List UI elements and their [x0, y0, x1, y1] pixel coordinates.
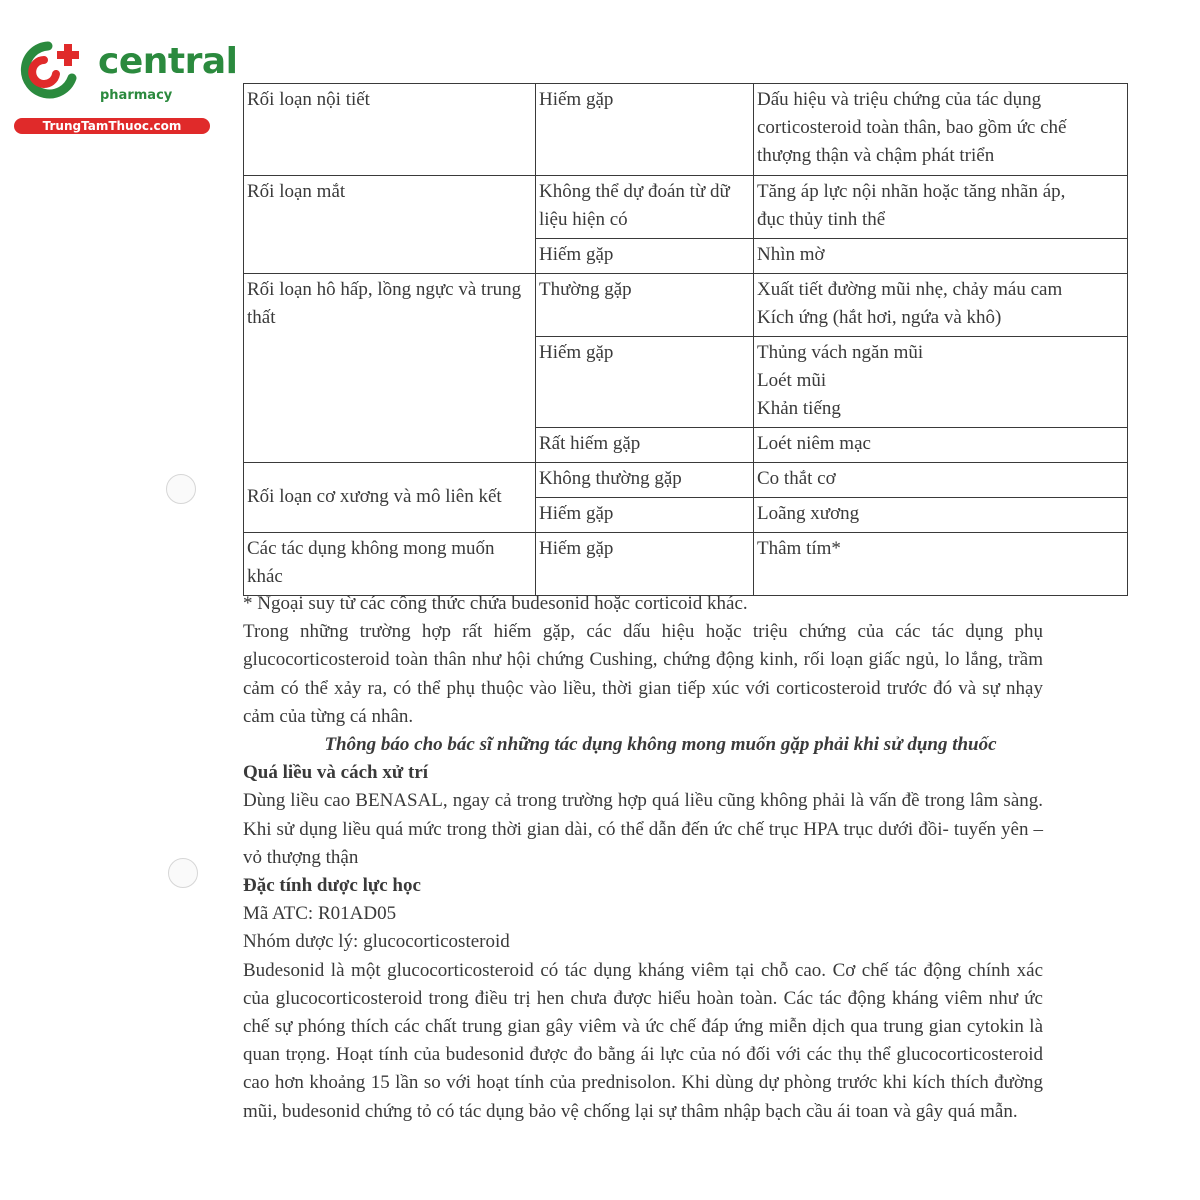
frequency-cell: Hiếm gặp	[536, 498, 754, 533]
table-row	[244, 274, 1128, 337]
effect-cell: Dấu hiệu và triệu chứng của tác dụng corticosteroid toàn thân, bao gồm ức chế thượng thận và chậm phát triển	[754, 84, 1128, 176]
pharmacodynamics-heading: Đặc tính dược lực học	[243, 875, 421, 897]
frequency-cell: Rất hiếm gặp	[536, 428, 754, 463]
table-row	[244, 533, 1128, 596]
system-cell: Rối loạn nội tiết	[244, 84, 536, 176]
effect-cell: Co thắt cơ	[754, 463, 1128, 498]
system-cell: Rối loạn cơ xương và mô liên kết	[244, 463, 536, 533]
pharmacodynamics-paragraph: Budesonid là một glucocorticosteroid có tác dụng kháng viêm tại chỗ cao. Cơ chế tác động chính xác của glucocorticosteroid trong điều trị hen chưa được hiểu hoàn toàn. Các tác động kháng viêm như ức chế sự phóng thích các chất trung gian gây viêm và ức chế đáp ứng miễn dịch qua trung gian cytokin là quan trọng. Hoạt tính của budesonid được đo bằng ái lực của nó đối với các thụ thể glucocorticosteroid cao hơn khoảng 15 lần so với hoạt tính của prednisolon. Khi dùng dự phòng trước khi kích thích đường mũi, budesonid chứng tỏ có tác dụng bảo vệ chống lại sự thâm nhập bạch cầu ái toan và gây quá mẫn.	[243, 959, 1043, 1122]
effect-cell: Thâm tím*	[754, 533, 1128, 596]
punch-hole	[168, 858, 198, 888]
system-cell: Rối loạn mắt	[244, 176, 536, 274]
punch-hole	[166, 474, 196, 504]
effect-cell: Nhìn mờ	[754, 239, 1128, 274]
rare-effects-paragraph: Trong những trường hợp rất hiếm gặp, các dấu hiệu hoặc triệu chứng của các tác dụng phụ glucocorticosteroid toàn thân như hội chứng Cushing, chứng động kinh, rối loạn giấc ngủ, lo lắng, trầm cảm có thể xảy ra, có thể phụ thuộc vào liều, thời gian tiếp xúc với corticosteroid trước đó và sự nhạy cảm của từng cá nhân.	[243, 621, 1043, 727]
effect-cell: Loãng xương	[754, 498, 1128, 533]
overdose-heading: Quá liều và cách xử trí	[243, 762, 429, 784]
system-cell: Rối loạn hô hấp, lồng ngực và trung thất	[244, 274, 536, 463]
frequency-cell: Hiếm gặp	[536, 84, 754, 176]
side-effects-table	[243, 83, 1128, 596]
brand-logo	[10, 36, 238, 136]
overdose-paragraph: Dùng liều cao BENASAL, ngay cả trong trường hợp quá liều cũng không phải là vấn đề trong lâm sàng. Khi sử dụng liều quá mức trong thời gian dài, có thể dẫn đến ức chế trục HPA trục dưới đồi- tuyến yên – vỏ thượng thận	[243, 790, 1043, 868]
brand-name: central	[98, 41, 238, 82]
system-cell: Các tác dụng không mong muốn khác	[244, 533, 536, 596]
document-body	[243, 590, 1043, 1126]
brand-url-badge[interactable]: TrungTamThuoc.com	[14, 118, 210, 134]
table-row	[244, 463, 1128, 498]
atc-code: Mã ATC: R01AD05	[243, 903, 397, 925]
frequency-cell: Hiếm gặp	[536, 337, 754, 428]
effect-cell: Thủng vách ngăn mũi Loét mũi Khản tiếng	[754, 337, 1128, 428]
effect-cell: Xuất tiết đường mũi nhẹ, chảy máu cam Kích ứng (hắt hơi, ngứa và khô)	[754, 274, 1128, 337]
pharmacy-cross-logo-icon	[10, 38, 90, 100]
footnote: * Ngoại suy từ các công thức chứa budesonid hoặc corticoid khác.	[243, 593, 748, 614]
frequency-cell: Không thể dự đoán từ dữ liệu hiện có	[536, 176, 754, 239]
frequency-cell: Thường gặp	[536, 274, 754, 337]
effect-cell: Tăng áp lực nội nhãn hoặc tăng nhãn áp, đục thủy tinh thể	[754, 176, 1128, 239]
effect-cell: Loét niêm mạc	[754, 428, 1128, 463]
brand-subtitle: pharmacy	[100, 88, 173, 103]
table-row	[244, 84, 1128, 176]
frequency-cell: Hiếm gặp	[536, 533, 754, 596]
frequency-cell: Hiếm gặp	[536, 239, 754, 274]
report-notice: Thông báo cho bác sĩ những tác dụng không mong muốn gặp phải khi sử dụng thuốc	[324, 734, 997, 756]
pharmacologic-group: Nhóm dược lý: glucocorticosteroid	[243, 931, 510, 953]
frequency-cell: Không thường gặp	[536, 463, 754, 498]
table-row	[244, 176, 1128, 239]
